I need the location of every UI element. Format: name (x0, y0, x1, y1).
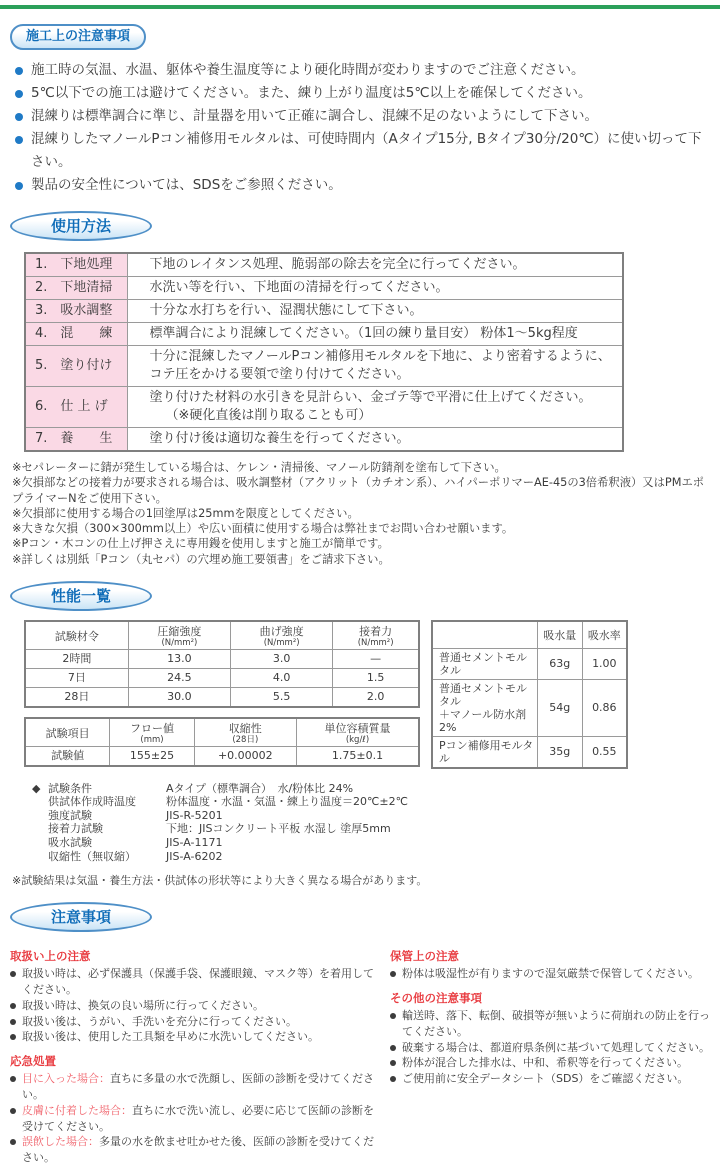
page-body (0, 9, 720, 1166)
section-title-cautions: 注意事項 (10, 902, 152, 932)
performance-left-column (24, 620, 420, 769)
step-label-cell: 4. 混 練 (25, 323, 127, 346)
handling-list (10, 966, 376, 1045)
list-item: ご使用前に安全データシート（SDS）をご確認ください。 (390, 1071, 710, 1087)
step-row (25, 428, 623, 452)
step-desc-cell: 標準調合により混練してください。（1回の練り量目安） 粉体1～5kg程度 (127, 323, 623, 346)
test-conditions (32, 782, 710, 864)
list-item: 製品の安全性については、SDSをご参照ください。 (14, 174, 710, 197)
note-line: ※大きな欠損（300×300mm以上）や広い面積に使用する場合は弊社までお問い合わせ願います。 (12, 522, 514, 536)
list-item: 破棄する場合は、都道府県条例に基づいて処理してください。 (390, 1040, 710, 1056)
cautions-left-column (10, 940, 376, 1166)
construction-notes-list (14, 59, 710, 197)
list-item: 取扱い後は、使用した工具類を早めに水洗いしてください。 (10, 1029, 376, 1045)
cautions-columns (10, 940, 710, 1166)
list-item: 混練りしたマノールPコン補修用モルタルは、可使時間内（Aタイプ15分, Bタイプ30分/20℃）に使い切って下さい。 (14, 128, 710, 174)
note-line: ※Pコン・木コンの仕上げ押さえに専用鏝を使用しますと施工が簡単です。 (12, 537, 389, 551)
usage-steps-table (24, 252, 624, 452)
note-line: ※セパレーターに錆が発生している場合は、ケレン・清掃後、マノール防錆剤を塗布して下さい。 (12, 461, 506, 474)
step-row (25, 277, 623, 300)
caution-heading-other: その他の注意事項 (390, 990, 482, 1005)
step-label-cell: 3. 吸水調整 (25, 300, 127, 323)
step-desc-cell: 十分な水打ちを行い、湿潤状態にして下さい。 (127, 300, 623, 323)
step-label-cell: 7. 養 生 (25, 428, 127, 452)
table-row: 7日 24.5 4.0 1.5 (25, 669, 419, 688)
other-list (390, 1008, 710, 1087)
table-row: 普通セメントモルタル 63g 1.00 (432, 648, 627, 679)
absorption-table (431, 620, 628, 769)
caution-heading-firstaid: 応急処置 (10, 1054, 56, 1069)
step-row (25, 346, 623, 387)
step-desc-cell: 水洗い等を行い、下地面の清掃を行ってください。 (127, 277, 623, 300)
step-desc-cell: 下地のレイタンス処理、脆弱部の除去を完全に行ってください。 (127, 253, 623, 277)
step-label-cell: 1. 下地処理 (25, 253, 127, 277)
list-item: 粉体は吸湿性が有りますので湿気厳禁で保管してください。 (390, 966, 710, 982)
list-item: 粉体が混合した排水は、中和、希釈等を行ってください。 (390, 1055, 710, 1071)
step-desc-cell: 塗り付け後は適切な養生を行ってください。 (127, 428, 623, 452)
step-desc-cell: 塗り付けた材料の水引きを見計らい、金ゴテ等で平滑に仕上げてください。 （※硬化直後は削り取ることも可） (127, 387, 623, 428)
flow-table (24, 717, 420, 767)
condition-row: 供試体作成時温度 粉体温度・水温・気温・練上り温度＝20℃±2℃ (48, 795, 408, 809)
table-row: 28日 30.0 5.5 2.0 (25, 688, 419, 708)
list-item: 輸送時、落下、転倒、破損等が無いように荷崩れの防止を行ってください。 (390, 1008, 710, 1040)
step-row (25, 323, 623, 346)
list-item: 5℃以下での施工は避けてください。また、練り上がり温度は5℃以上を確保してください。 (14, 82, 710, 105)
caution-heading-storage: 保管上の注意 (390, 949, 459, 964)
strength-table (24, 620, 420, 708)
step-row (25, 253, 623, 277)
list-item: 誤飲した場合：多量の水を飲ませ吐かせた後、医師の診断を受けてください。 (10, 1134, 376, 1166)
step-row (25, 387, 623, 428)
list-item: 施工時の気温、水温、躯体や養生温度等により硬化時間が変わりますのでご注意ください。 (14, 59, 710, 82)
step-label-cell: 5. 塗り付け (25, 346, 127, 387)
list-item: 目に入った場合：直ちに多量の水で洗顔し、医師の診断を受けてください。 (10, 1071, 376, 1103)
list-item: 取扱い時は、必ず保護具（保護手袋、保護眼鏡、マスク等）を着用してください。 (10, 966, 376, 998)
storage-list (390, 966, 710, 982)
section-title-construction-notes: 施工上の注意事項 (10, 24, 146, 50)
table-row: 2時間 13.0 3.0 — (25, 650, 419, 669)
condition-row: 接着力試験 下地：JISコンクリート平板 水湿し 塗厚5mm (48, 822, 391, 836)
table-header-row: 試験材令 圧縮強度 (N/mm²) 曲げ強度 (N/mm²) 接着力 (N/mm²) (25, 621, 419, 650)
list-item: 皮膚に付着した場合：直ちに水で洗い流し、必要に応じて医師の診断を受けてください。 (10, 1103, 376, 1135)
list-item: 取扱い後は、うがい、手洗いを充分に行ってください。 (10, 1014, 376, 1030)
list-item: 取扱い時は、換気の良い場所に行ってください。 (10, 998, 376, 1014)
condition-row: ◆ 試験条件 Aタイプ（標準調合） 水/粉体比 24% (32, 781, 354, 795)
note-line: ※欠損部などの接着力が要求される場合は、吸水調整材（アクリット（カチオン系）、ハイパーポリマーAE-45の3倍希釈液）又はPMエポプライマーNをご使用下さい。 (12, 476, 705, 505)
step-row (25, 300, 623, 323)
list-item: 混練りは標準調合に準じ、計量器を用いて正確に調合し、混練不足のないようにして下さい。 (14, 105, 710, 128)
usage-notes-list (12, 460, 710, 567)
diamond-icon: ◆ (32, 781, 41, 795)
table-header-row: 吸水量 吸水率 (432, 621, 627, 648)
condition-row: 吸水試験 JIS-A-1171 (48, 835, 223, 849)
section-title-usage: 使用方法 (10, 211, 152, 241)
note-line: ※詳しくは別紙「Pコン（丸セパ）の穴埋め施工要領書」をご請求下さい。 (12, 552, 390, 566)
performance-tables (24, 620, 710, 769)
firstaid-list (10, 1071, 376, 1166)
step-label-cell: 2. 下地清掃 (25, 277, 127, 300)
table-row: 普通セメントモルタル ＋マノール防水剤2% 54g 0.86 (432, 679, 627, 736)
condition-row: 収縮性（無収縮） JIS-A-6202 (48, 849, 223, 863)
caution-heading-handling: 取扱い上の注意 (10, 949, 91, 964)
step-desc-cell: 十分に混練したマノールPコン補修用モルタルを下地に、より密着するように、 コテ圧をかける要領で塗り付けてください。 (127, 346, 623, 387)
performance-note: ※試験結果は気温・養生方法・供試体の形状等により大きく異なる場合があります。 (12, 874, 428, 888)
condition-row: 強度試験 JIS-R-5201 (48, 808, 223, 822)
note-line: ※欠損部に使用する場合の1回塗厚は25mmを限度としてください。 (12, 506, 359, 520)
table-row: 試験値 155±25 +0.00002 1.75±0.1 (25, 747, 419, 767)
step-label-cell: 6. 仕 上 げ (25, 387, 127, 428)
performance-right-column (431, 620, 628, 769)
table-row: Pコン補修用モルタル 35g 0.55 (432, 736, 627, 768)
cautions-right-column (390, 940, 710, 1166)
table-header-row: 試験項目 フロー値 (mm) 収縮性 (28日) 単位容積質量 (kg/ℓ) (25, 718, 419, 747)
section-title-performance: 性能一覧 (10, 581, 152, 611)
